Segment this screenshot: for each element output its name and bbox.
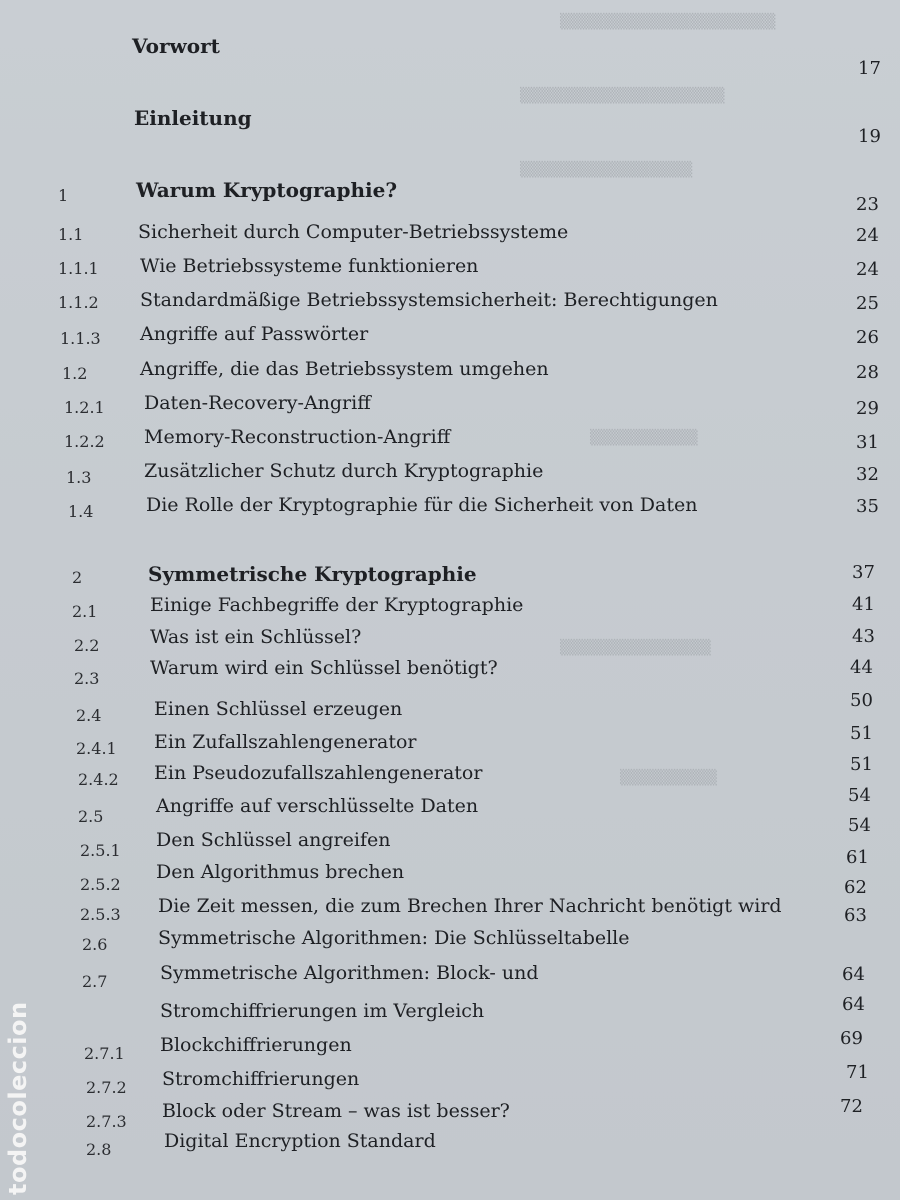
entry-page-number: 24	[856, 225, 879, 246]
entry-title: Den Schlüssel angreifen	[156, 829, 391, 851]
entry-page-number: 32	[856, 464, 879, 485]
entry-title: Einen Schlüssel erzeugen	[154, 698, 403, 720]
toc-entry	[0, 426, 900, 456]
toc-entry	[0, 815, 900, 860]
entry-number: 2.4.1	[76, 739, 117, 758]
entry-number: 1.1.2	[58, 293, 99, 312]
entry-title: Angriffe, die das Betriebssystem umgehen	[140, 358, 549, 380]
show-through-text: ▒▒▒▒▒▒▒▒▒▒	[590, 430, 698, 446]
entry-number: 1.2	[62, 364, 88, 383]
toc-entry	[0, 323, 900, 353]
entry-page-number: 51	[850, 723, 873, 744]
entry-page-number: 54	[848, 785, 871, 806]
entry-page-number: 44	[850, 657, 873, 678]
toc-entry	[0, 460, 900, 490]
entry-number: 1.4	[68, 502, 94, 521]
entry-page-number: 61	[846, 847, 869, 868]
entry-page-number: 31	[856, 432, 879, 453]
entry-page-number: 71	[846, 1062, 869, 1083]
toc-entry	[0, 34, 900, 79]
entry-title: Daten-Recovery-Angriff	[144, 392, 371, 414]
entry-number: 1.2.2	[64, 432, 105, 451]
watermark-logo: todocoleccion	[4, 1001, 32, 1195]
toc-entry	[0, 657, 900, 687]
entry-title: Einleitung	[134, 106, 252, 130]
entry-page-number: 63	[844, 905, 867, 926]
entry-number: 2.4	[76, 706, 102, 725]
entry-title: Ein Zufallszahlengenerator	[154, 731, 417, 753]
toc-entry	[0, 178, 900, 215]
entry-page-number: 25	[856, 293, 879, 314]
toc-entry	[0, 106, 900, 147]
entry-title: Die Zeit messen, die zum Brechen Ihrer Nachricht benötigt wird	[158, 895, 782, 917]
entry-number: 2.1	[72, 602, 98, 621]
toc-entry	[0, 289, 900, 319]
entry-page-number: 35	[856, 496, 879, 517]
entry-title: Symmetrische Kryptographie	[148, 562, 477, 586]
entry-title: Die Rolle der Kryptographie für die Sicherheit von Daten	[146, 494, 698, 516]
entry-number: 1	[58, 186, 69, 205]
entry-title: Memory-Reconstruction-Angriff	[144, 426, 451, 448]
entry-page-number: 64	[842, 964, 865, 985]
toc-entry	[0, 358, 900, 388]
entry-title: Warum Kryptographie?	[136, 178, 398, 202]
toc-entry	[0, 594, 900, 624]
entry-number: 1.1.1	[58, 259, 99, 278]
entry-title: Symmetrische Algorithmen: Block- und	[160, 962, 539, 984]
entry-page-number: 29	[856, 398, 879, 419]
entry-title: Angriffe auf verschlüsselte Daten	[156, 795, 479, 817]
entry-number: 2.2	[74, 636, 100, 655]
show-through-text: ▒▒▒▒▒▒▒▒▒	[620, 770, 717, 786]
entry-title: Blockchiffrierungen	[160, 1034, 352, 1056]
entry-title: Ein Pseudozufallszahlengenerator	[154, 762, 483, 784]
entry-page-number: 26	[856, 327, 879, 348]
entry-number: 2.4.2	[78, 770, 119, 789]
entry-page-number: 28	[856, 362, 879, 383]
show-through-text: ▒▒▒▒▒▒▒▒▒▒▒▒▒▒▒▒	[520, 162, 693, 178]
entry-number: 2.8	[86, 1140, 112, 1159]
entry-page-number: 72	[840, 1096, 863, 1117]
entry-title: Wie Betriebssysteme funktionieren	[140, 255, 479, 277]
entry-number: 2.7.2	[86, 1078, 127, 1097]
entry-title: Warum wird ein Schlüssel benötigt?	[150, 657, 498, 679]
entry-page-number: 51	[850, 754, 873, 775]
entry-title: Sicherheit durch Computer-Betriebssysteme	[138, 221, 569, 243]
entry-number: 2.5.3	[80, 905, 121, 924]
toc-entry	[0, 221, 900, 251]
toc-entry	[0, 754, 900, 792]
toc-entry	[0, 948, 900, 991]
toc-entry	[0, 905, 900, 954]
entry-title: Symmetrische Algorithmen: Die Schlüsseltabelle	[158, 927, 630, 949]
entry-number: 2.5.2	[80, 875, 121, 894]
toc-entry	[0, 626, 900, 656]
entry-number: 2.7.1	[84, 1044, 125, 1063]
toc-entry	[0, 494, 900, 524]
entry-number: 2	[72, 568, 83, 587]
toc-entry	[0, 1130, 900, 1160]
entry-page-number: 17	[858, 58, 881, 79]
toc-entry	[0, 785, 900, 826]
entry-title: Stromchiffrierungen im Vergleich	[160, 1000, 485, 1022]
show-through-text: ▒▒▒▒▒▒▒▒▒▒▒▒▒▒▒▒▒▒▒	[520, 88, 725, 104]
entry-page-number: 50	[850, 690, 873, 711]
entry-number: 2.5	[78, 807, 104, 826]
entry-number: 1.3	[66, 468, 92, 487]
entry-number: 2.6	[82, 935, 108, 954]
entry-title: Was ist ein Schlüssel?	[150, 626, 362, 648]
entry-title: Zusätzlicher Schutz durch Kryptographie	[144, 460, 544, 482]
entry-page-number: 19	[858, 126, 881, 147]
entry-page-number: 43	[852, 626, 875, 647]
entry-title: Standardmäßige Betriebssystemsicherheit: Berechtigungen	[140, 289, 718, 311]
entry-number: 1.1	[58, 225, 84, 244]
toc-entry	[0, 690, 900, 728]
toc-entry	[0, 562, 900, 592]
entry-page-number: 37	[852, 562, 875, 583]
entry-page-number: 54	[848, 815, 871, 836]
entry-number: 1.2.1	[64, 398, 105, 417]
entry-page-number: 23	[856, 194, 879, 215]
entry-number: 2.7.3	[86, 1112, 127, 1131]
toc-entry	[0, 1062, 900, 1097]
entry-title: Stromchiffrierungen	[162, 1068, 360, 1090]
toc-entry	[0, 392, 900, 422]
entry-page-number: 64	[842, 994, 865, 1015]
entry-title: Angriffe auf Passwörter	[140, 323, 369, 345]
toc-entry	[0, 255, 900, 285]
entry-number: 2.3	[74, 669, 100, 688]
entry-number: 1.1.3	[60, 329, 101, 348]
entry-title: Vorwort	[132, 34, 220, 58]
entry-page-number: 62	[844, 877, 867, 898]
entry-title: Einige Fachbegriffe der Kryptographie	[150, 594, 524, 616]
show-through-text: ▒▒▒▒▒▒▒▒▒▒▒▒▒▒▒▒▒▒▒▒	[560, 14, 776, 30]
toc-entry	[0, 723, 900, 761]
show-through-text: ▒▒▒▒▒▒▒▒▒▒▒▒▒▒	[560, 640, 711, 656]
entry-number: 2.7	[82, 972, 108, 991]
entry-page-number: 41	[852, 594, 875, 615]
toc-entry	[0, 1096, 900, 1131]
entry-page-number: 24	[856, 259, 879, 280]
entry-page-number: 69	[840, 1028, 863, 1049]
toc-entry	[0, 1028, 900, 1063]
entry-title: Digital Encryption Standard	[164, 1130, 436, 1152]
entry-number: 2.5.1	[80, 841, 121, 860]
entry-title: Block oder Stream – was ist besser?	[162, 1100, 510, 1122]
toc-entry	[0, 992, 900, 1022]
entry-title: Den Algorithmus brechen	[156, 861, 405, 883]
